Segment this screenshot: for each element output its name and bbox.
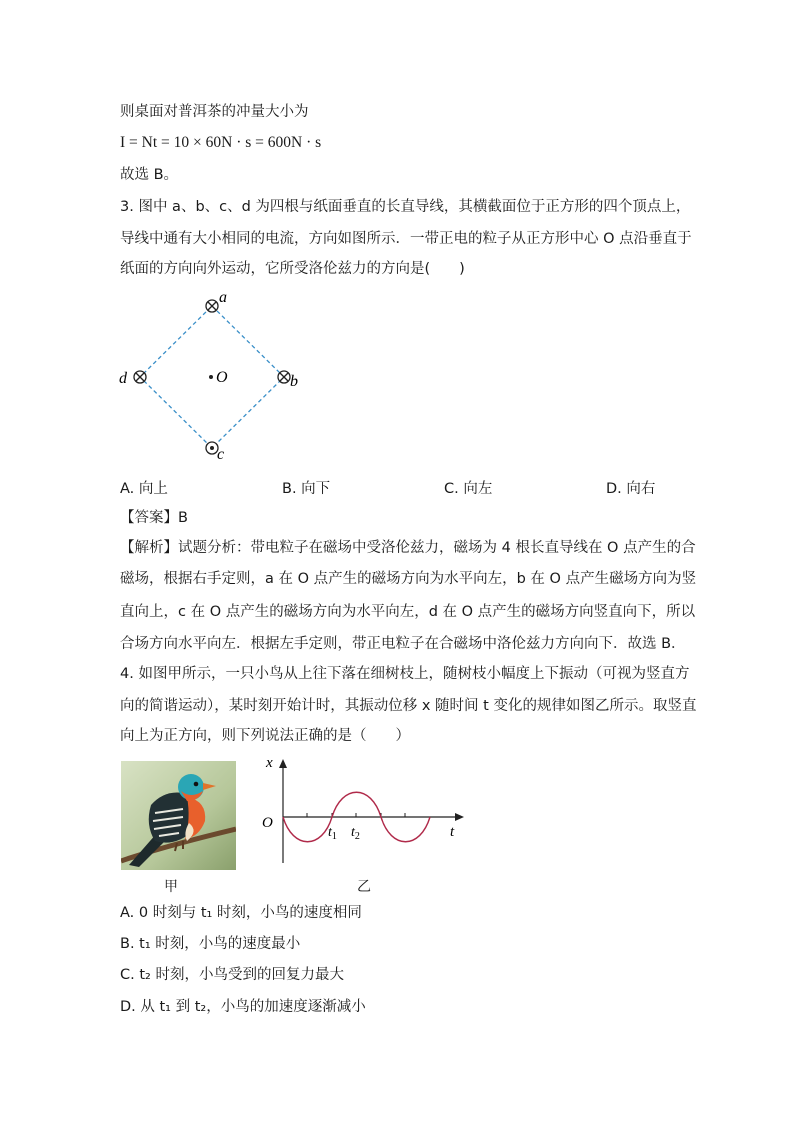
- q4-option-d: D. 从 t₁ 到 t₂，小鸟的加速度逐渐减小: [120, 999, 366, 1015]
- label-a: a: [219, 289, 227, 306]
- prev-text: 则桌面对普洱茶的冲量大小为: [120, 104, 309, 120]
- q3-analysis-line3: 直向上，c 在 O 点产生的磁场方向为水平向左，d 在 O 点产生的磁场方向竖直向下，所以: [120, 604, 696, 620]
- center-point: [209, 375, 213, 379]
- label-d: d: [119, 370, 127, 387]
- q3-analysis-line2: 磁场，根据右手定则，a 在 O 点产生的磁场方向为水平向左，b 在 O 点产生磁场方向为竖: [120, 571, 697, 587]
- q3-option-c: C. 向左: [444, 481, 493, 497]
- label-O: O: [216, 369, 228, 386]
- t-axis-label: t: [450, 824, 455, 840]
- q3-stem-line2: 导线中通有大小相同的电流，方向如图所示．一带正电的粒子从正方形中心 O 点沿垂直于: [120, 231, 692, 247]
- origin-label: O: [262, 815, 273, 831]
- q4-stem-line2: 向的简谐运动），某时刻开始计时，其振动位移 x 随时间 t 变化的规律如图乙所示。取竖直: [120, 698, 697, 714]
- wire-square-diagram: [110, 285, 310, 465]
- q3-analysis-line1: 【解析】试题分析：带电粒子在磁场中受洛伦兹力，磁场为 4 根长直导线在 O 点产生的合: [120, 540, 696, 556]
- prev-conclusion: 故选 B。: [120, 167, 179, 183]
- q3-option-d: D. 向右: [606, 481, 656, 497]
- displacement-time-graph: [258, 755, 470, 870]
- q3-option-a: A. 向上: [120, 481, 168, 497]
- q4-option-c: C. t₂ 时刻，小鸟受到的回复力最大: [120, 967, 344, 983]
- t1-label: $t_1$: [328, 825, 337, 842]
- q4-option-b: B. t₁ 时刻，小鸟的速度最小: [120, 936, 301, 952]
- q4-stem-line1: 4. 如图甲所示，一只小鸟从上往下落在细树枝上，随树枝小幅度上下振动（可视为竖直方: [120, 666, 690, 682]
- wire-d-into-icon: [134, 371, 146, 383]
- caption-yi: 乙: [357, 879, 371, 895]
- label-b: b: [290, 373, 298, 390]
- wire-a-into-icon: [206, 300, 218, 312]
- q4-option-a: A. 0 时刻与 t₁ 时刻，小鸟的速度相同: [120, 905, 362, 921]
- q3-answer: 【答案】B: [120, 510, 188, 526]
- x-axis-label: x: [266, 755, 273, 771]
- q4-stem-line3: 向上为正方向，则下列说法正确的是（ ）: [120, 728, 410, 744]
- q3-stem-line1: 3. 图中 a、b、c、d 为四根与纸面垂直的长直导线，其横截面位于正方形的四个顶点上，: [120, 199, 691, 215]
- label-c: c: [217, 446, 225, 463]
- impulse-formula: I = Nt = 10 × 60N · s = 600N · s: [120, 134, 322, 151]
- t2-label: $t_2$: [351, 825, 360, 842]
- caption-jia: 甲: [164, 879, 178, 895]
- bird-image: [121, 761, 236, 870]
- q3-option-b: B. 向下: [282, 481, 331, 497]
- q3-stem-line3: 纸面的方向向外运动，它所受洛伦兹力的方向是( ): [120, 261, 465, 277]
- wire-b-into-icon: [278, 371, 290, 383]
- q3-analysis-line4: 合场方向水平向左．根据左手定则，带正电粒子在合磁场中洛伦兹力方向向下．故选 B．: [120, 636, 686, 652]
